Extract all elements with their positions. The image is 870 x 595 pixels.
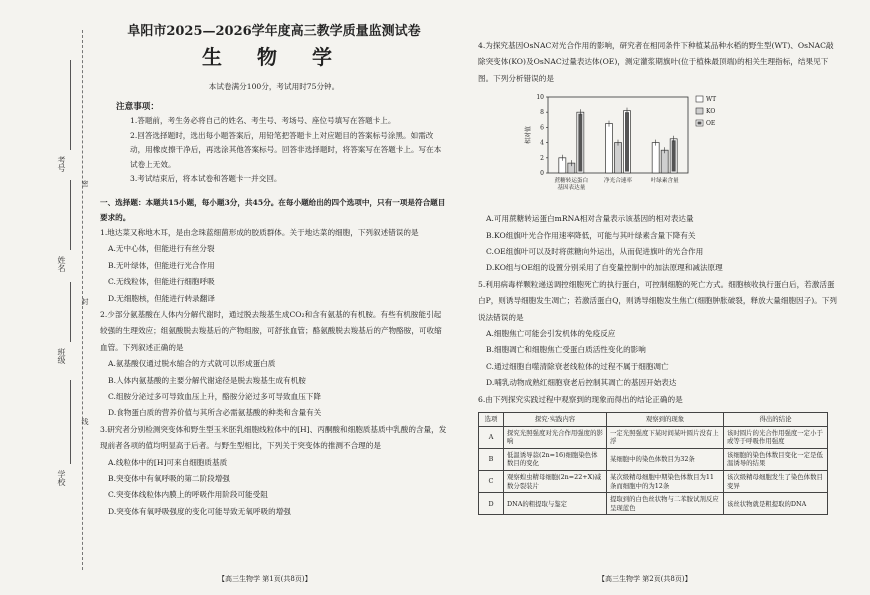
y-tick-label: 0 (540, 170, 544, 178)
table-cell: 提取到的白色丝状物与二苯胺试剂反应呈现蓝色 (607, 493, 724, 515)
notes-title: 注意事项： (116, 102, 159, 112)
seal-mark-mi: 密 (81, 180, 89, 187)
x-tick-label: 净光合速率 (604, 178, 632, 185)
table-row (479, 471, 828, 493)
question-2-option-b: B.人体内氨基酸的主要分解代谢途径是脱去羧基生成有机胺 (108, 375, 306, 385)
question-4-option-d: D.KO组与OE组的设置分别采用了自变量控制中的加法原理和减法原理 (486, 263, 723, 273)
bar-fill-oe (578, 114, 582, 172)
table-cell: 该丝状物就是粗提取的DNA (724, 493, 828, 515)
question-5-stem: 5.利用病毒样颗粒递送调控细胞死亡的执行蛋白，可控制细胞的死亡方式。细胞核收执行蛋白后，若激活蛋白P，则诱导细胞发生凋亡；若激活蛋白Q，则诱导细胞发生焦亡(细胞肿胀破裂，释放大量细胞因子)。下列说法错误的是 (478, 279, 837, 322)
seal-mark-xian: 线 (81, 418, 89, 425)
question-4-option-a: A.可用蔗糖转运蛋白mRNA相对含量表示该基因的相对表达量 (486, 214, 694, 224)
x-tick-label: 叶绿素含量 (650, 178, 679, 185)
question-5-option-a: A.细胞焦亡可能会引发机体的免疫反应 (486, 329, 616, 339)
table-cell: 低温诱导蒜(2n=16)细胞染色体数目的变化 (504, 448, 607, 470)
section-heading: 一、选择题：本题共15小题，每小题3分，共45分。在每小题给出的四个选项中，只有一项是符合题目要求的。 (100, 197, 446, 222)
left-column (100, 22, 448, 520)
right-column (478, 38, 840, 515)
bar-ko (615, 143, 622, 173)
exam-title: 阜阳市2025—2026学年度高三教学质量监测试卷 (127, 24, 421, 39)
note-item: 3.考试结束后，将本试卷和答题卡一并交回。 (130, 174, 282, 184)
note-item: 1.答题前，考生务必将自己的姓名、考生号、考场号、座位号填写在答题卡上。 (130, 116, 396, 125)
question-3-stem: 3.研究者分别检测突变体和野生型玉米胚乳细胞线粒体中的[H]、丙酮酸和细胞质基质中乳酸的含量，发现前者各项的值均明显高于后者。与野生型相比，下列关于突变体的推测不合理的是 (100, 424, 447, 451)
x-tick-label: 蔗糖转运蛋白 (554, 178, 589, 185)
binding-margin (0, 0, 88, 595)
bar-fill-oe (672, 141, 676, 172)
table-row (479, 448, 828, 470)
table-row (479, 426, 828, 448)
question-4-option-b: B.KO组旗叶光合作用速率降低，可能与其叶绿素含量下降有关 (486, 230, 696, 240)
legend-swatch-wt (696, 96, 703, 102)
note-item: 2.回答选择题时，选出每小题答案后，用铅笔把答题卡上对应题目的答案标号涂黑。如需改动，用橡皮擦干净后，再选涂其他答案标号。回答非选择题时，将答案写在答题卡上。写在本试卷上无效。 (130, 130, 442, 169)
class-label: 班级 (57, 348, 66, 364)
footer-left: 【高三生物学 第1页(共8页)】 (218, 575, 312, 583)
experiment-table (478, 412, 828, 515)
class-line[interactable] (70, 282, 71, 342)
y-tick-label: 2 (540, 155, 544, 163)
y-axis-label: 相对值 (525, 126, 532, 145)
bar-fill-oe (625, 112, 629, 171)
school-label: 学校 (57, 470, 66, 486)
exam-number-line[interactable] (70, 60, 71, 150)
table-header-cell: 选项 (479, 413, 504, 427)
legend-label-wt: WT (706, 96, 717, 104)
question-2-option-a: A.氨基酸仅通过脱水缩合的方式就可以形成蛋白质 (108, 359, 276, 369)
legend-swatch-ko (696, 108, 703, 114)
table-cell: A (479, 426, 504, 448)
question-5-option-b: B.细胞凋亡和细胞焦亡受蛋白质活性变化的影响 (486, 345, 646, 355)
y-tick-label: 8 (540, 109, 544, 117)
table-cell: 探究光照强度对光合作用强度的影响 (504, 426, 607, 448)
table-header-cell: 得出的结论 (724, 413, 828, 427)
question-5-option-d: D.哺乳动物成熟红细胞衰老后控制其凋亡的基因开始表达 (486, 378, 677, 388)
footer-right: 【高三生物学 第2页(共8页)】 (598, 575, 692, 583)
y-tick-label: 6 (540, 124, 544, 132)
legend-label-ko: KO (706, 108, 716, 116)
question-2-stem: 2.少部分氨基酸在人体内分解代谢时，通过脱去羧基生成CO₂和含有氨基的有机胺。有些有机胺能引起较强的生理效应；组氨酸脱去羧基后的产物组胺，可舒张血管；酪氨酸脱去羧基后的产物酪胺，可收缩血管。下列叙述正确的是 (100, 310, 442, 352)
table-cell: 该时圆片的光合作用强度一定小于或等于呼吸作用强度 (724, 426, 828, 448)
table-cell: 观察蝗虫精母细胞(2n=22+X)减数分裂装片 (504, 471, 607, 493)
table-cell: 某细胞中的染色体数目为32条 (607, 448, 724, 470)
exam-number-label: 考号 (57, 156, 66, 172)
question-3-option-b: B.突变体中有氧呼吸的第二阶段增强 (108, 474, 230, 484)
bar-ko (661, 150, 668, 173)
question-1-stem: 1.地达菜又称地木耳，是由念珠蓝细菌形成的胶质群体。关于地达菜的细胞，下列叙述错误的是 (100, 227, 419, 237)
question-1-option-d: D.无细胞核，但能进行转录翻译 (108, 293, 215, 303)
question-2-option-d: D.食物蛋白质的营养价值与其所含必需氨基酸的种类和含量有关 (108, 408, 322, 418)
question-3-option-c: C.突变体线粒体内膜上的呼吸作用阶段可能受阻 (108, 490, 268, 500)
school-line[interactable] (70, 380, 71, 464)
bar-wt (606, 124, 613, 173)
table-cell: D (479, 493, 504, 515)
table-cell: DNA的粗提取与鉴定 (504, 493, 607, 515)
table-cell: 一定光照强度下某时间某叶圆片没有上浮 (607, 426, 724, 448)
question-6-stem: 6.由下列探究实践过程中观察到的现象而得出的结论正确的是 (478, 394, 683, 404)
legend-swatch-fill (698, 122, 702, 125)
question-3-option-d: D.突变体有氧呼吸强度的变化可能导致无氧呼吸的增强 (108, 506, 291, 516)
question-2-option-c: C.组胺分泌过多可导致血压上升，酪胺分泌过多可导致血压下降 (108, 392, 321, 402)
table-header-cell: 探究·实践内容 (504, 413, 607, 427)
question-1-option-a: A.无中心体，但能进行有丝分裂 (108, 244, 215, 254)
table-cell: 该细胞的染色体数目变化一定是低温诱导的结果 (724, 448, 828, 470)
question-3-option-a: A.线粒体中的[H]可来自细胞质基质 (108, 457, 228, 467)
x-tick-label: 基因表达量 (557, 185, 586, 192)
table-cell: C (479, 471, 504, 493)
table-header-row (479, 413, 828, 427)
chart-area (478, 91, 840, 207)
table-row (479, 493, 828, 515)
y-tick-label: 10 (536, 94, 544, 102)
bar-chart (478, 91, 738, 207)
legend-label-oe: OE (706, 120, 716, 128)
subject-title: 生 物 学 (202, 45, 346, 69)
question-5-option-c: C.通过细胞自噬清除衰老线粒体的过程不属于细胞凋亡 (486, 361, 669, 371)
question-4-stem: 4.为探究基因OsNAC对光合作用的影响，研究者在相同条件下种植某品种水稻的野生型(WT)、OsNAC敲除突变体(KO)及OsNAC过量表达体(OE)，测定灌浆期旗叶(位于植株最顶端)的相关生理指标，结果见下图。下列分析错误的是 (478, 41, 834, 83)
y-tick-label: 4 (540, 139, 544, 147)
exam-info: 本试卷满分100分，考试用时75分钟。 (208, 82, 340, 91)
name-label: 姓名 (57, 256, 66, 272)
seal-mark-feng: 封 (81, 298, 89, 305)
name-line[interactable] (70, 180, 71, 250)
question-4-option-c: C.OE组旗叶可以及时将蔗糖向外运出，从而促进旗叶的光合作用 (486, 247, 704, 257)
table-cell: 某次级精母细胞中期染色体数目为11条而细胞中的为12条 (607, 471, 724, 493)
table-cell: 该次级精母细胞发生了染色体数目变异 (724, 471, 828, 493)
question-1-option-b: B.无叶绿体，但能进行光合作用 (108, 260, 215, 270)
table-header-cell: 观察到的现象 (607, 413, 724, 427)
table-cell: B (479, 448, 504, 470)
bar-wt (652, 143, 659, 173)
question-1-option-c: C.无线粒体，但能进行细胞呼吸 (108, 277, 215, 287)
